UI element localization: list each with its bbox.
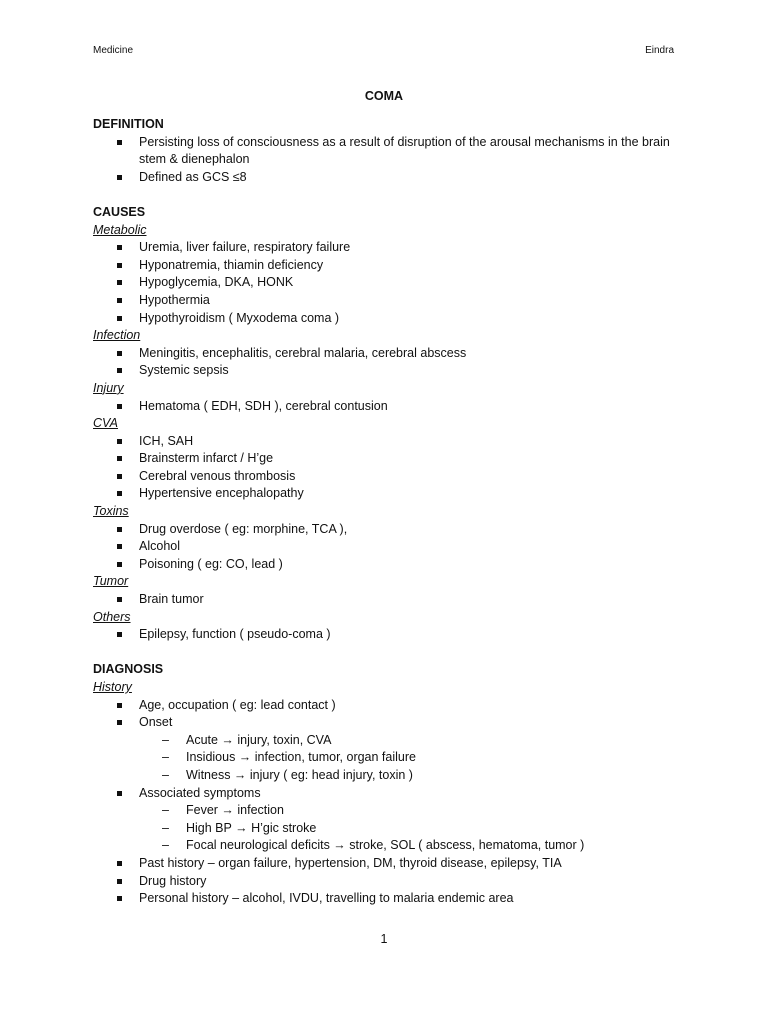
cva-list <box>93 433 693 503</box>
list-item: – High BP → H’gic stroke <box>93 820 693 838</box>
metabolic-list <box>93 239 693 327</box>
causes-heading: CAUSES <box>93 204 146 219</box>
tumor-list <box>93 591 693 609</box>
header-left: Medicine <box>93 45 134 56</box>
list-item: Onset <box>93 714 693 732</box>
list-item: Brainsterm infarct / H’ge <box>93 450 693 468</box>
list-item: – Acute → injury, toxin, CVA <box>93 732 693 750</box>
diagnosis-heading: DIAGNOSIS <box>93 662 164 677</box>
metabolic-subheading: Metabolic <box>93 222 147 237</box>
injury-list <box>93 398 693 416</box>
associated-symptoms-list <box>93 802 693 855</box>
list-item: Hematoma ( EDH, SDH ), cerebral contusion <box>93 398 693 416</box>
list-item: Meningitis, encephalitis, cerebral malaria, cerebral abscess <box>93 345 693 363</box>
list-item: Epilepsy, function ( pseudo-coma ) <box>93 626 693 644</box>
list-item: – Insidious → infection, tumor, organ failure <box>93 749 693 767</box>
onset-list <box>93 732 693 785</box>
definition-heading: DEFINITION <box>93 117 164 131</box>
list-item: Age, occupation ( eg: lead contact ) <box>93 697 693 715</box>
injury-subheading: Injury <box>93 380 124 395</box>
list-item: – Witness → injury ( eg: head injury, toxin ) <box>93 767 693 785</box>
list-item: – Focal neurological deficits → stroke, SOL ( abscess, hematoma, tumor ) <box>93 837 693 855</box>
tumor-subheading: Tumor <box>93 574 129 589</box>
history-list-continued <box>93 785 693 803</box>
list-item: Hypothyroidism ( Myxodema coma ) <box>93 310 693 328</box>
definition-list <box>93 134 693 187</box>
cva-subheading: CVA <box>93 416 119 431</box>
document-body <box>93 116 693 908</box>
header-right: Eindra <box>645 45 674 56</box>
list-item: – Fever → infection <box>93 802 693 820</box>
list-item: Personal history – alcohol, IVDU, travelling to malaria endemic area <box>93 890 693 908</box>
list-item: Systemic sepsis <box>93 362 693 380</box>
list-item: ICH, SAH <box>93 433 693 451</box>
list-item: Hypothermia <box>93 292 693 310</box>
list-item: Past history – organ failure, hypertension, DM, thyroid disease, epilepsy, TIA <box>93 855 693 873</box>
infection-list <box>93 345 693 380</box>
history-subheading: History <box>93 680 132 694</box>
page-number: 1 <box>380 932 388 946</box>
others-list <box>93 626 693 644</box>
history-list <box>93 697 693 732</box>
page-title: COMA <box>364 89 404 103</box>
toxins-subheading: Toxins <box>93 504 129 519</box>
list-item: Hypertensive encephalopathy <box>93 485 693 503</box>
list-item: Alcohol <box>93 538 693 556</box>
infection-subheading: Infection <box>93 328 141 343</box>
list-item: Defined as GCS ≤8 <box>93 169 693 187</box>
list-item: Associated symptoms <box>93 785 693 803</box>
list-item: Drug history <box>93 873 693 891</box>
history-list-end <box>93 855 693 908</box>
toxins-list <box>93 521 693 574</box>
list-item: Drug overdose ( eg: morphine, TCA ), <box>93 521 693 539</box>
list-item: Cerebral venous thrombosis <box>93 468 693 486</box>
list-item: Hyponatremia, thiamin deficiency <box>93 257 693 275</box>
list-item: Poisoning ( eg: CO, lead ) <box>93 556 693 574</box>
list-item: Uremia, liver failure, respiratory failure <box>93 239 693 257</box>
list-item: Persisting loss of consciousness as a result of disruption of the arousal mechanisms in the brain stem & dienephalon <box>93 134 693 169</box>
list-item: Hypoglycemia, DKA, HONK <box>93 274 693 292</box>
others-subheading: Others <box>93 609 131 624</box>
list-item: Brain tumor <box>93 591 693 609</box>
